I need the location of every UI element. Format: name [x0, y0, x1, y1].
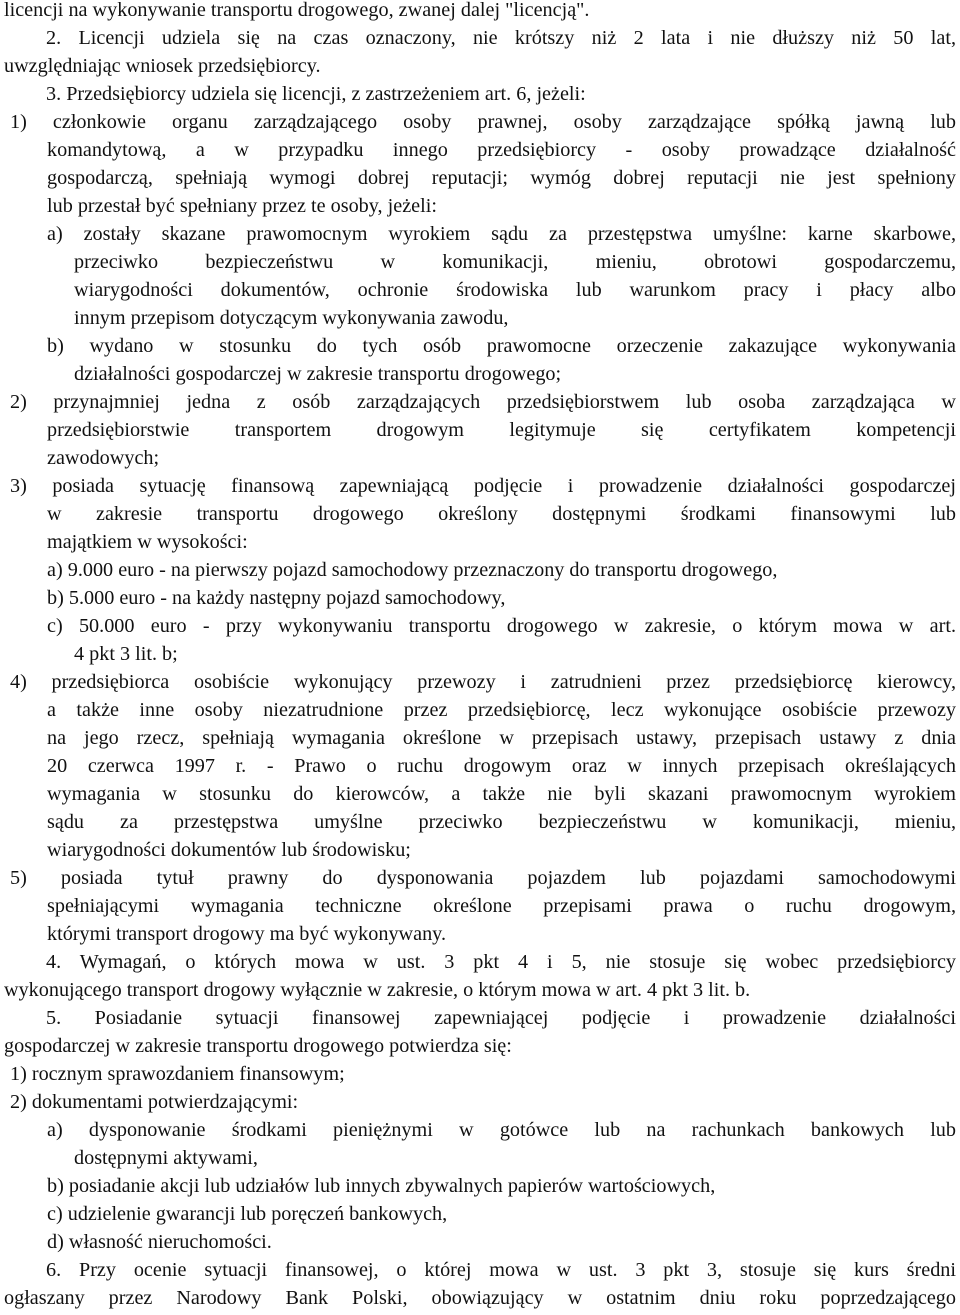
text-line: a także inne osoby niezatrudnione przez przedsiębiorcę, lecz wykonujące osobiście przewozy	[47, 699, 956, 721]
text-line: 1) rocznym sprawozdaniem finansowym;	[10, 1063, 345, 1085]
text-line: b) wydano w stosunku do tych osób prawomocne orzeczenie zakazujące wykonywania	[47, 335, 956, 357]
text-line: 2) przynajmniej jedna z osób zarządzających przedsiębiorstwem lub osoba zarządzająca w	[10, 391, 956, 413]
text-line: wymagania w stosunku do kierowców, a także nie byli skazani prawomocnym wyrokiem	[47, 783, 956, 805]
text-line: a) 9.000 euro - na pierwszy pojazd samochodowy przeznaczony do transportu drogowego,	[47, 559, 778, 581]
text-line: 2) dokumentami potwierdzającymi:	[10, 1091, 299, 1113]
text-line: komandytową, a w przypadku innego przedsiębiorcy - osoby prowadzące działalność	[47, 139, 956, 161]
text-line: 3. Przedsiębiorcy udziela się licencji, z zastrzeżeniem art. 6, jeżeli:	[46, 83, 586, 105]
text-line: 4. Wymagań, o których mowa w ust. 3 pkt 4 i 5, nie stosuje się wobec przedsiębiorcy	[46, 951, 956, 973]
text-line: 1) członkowie organu zarządzającego osoby prawnej, osoby zarządzające spółką jawną lub	[10, 111, 956, 133]
text-line: 4) przedsiębiorca osobiście wykonujący przewozy i zatrudnieni przez przedsiębiorcę kierowcy,	[10, 671, 956, 693]
text-line: majątkiem w wysokości:	[47, 531, 248, 553]
text-line: 20 czerwca 1997 r. - Prawo o ruchu drogowym oraz w innych przepisach określających	[47, 755, 956, 777]
text-line: uwzględniając wniosek przedsiębiorcy.	[4, 55, 321, 77]
text-line: b) 5.000 euro - na każdy następny pojazd samochodowy,	[47, 587, 506, 609]
text-line: działalności gospodarczej w zakresie transportu drogowego;	[74, 363, 562, 385]
text-line: a) dysponowanie środkami pieniężnymi w gotówce lub na rachunkach bankowych lub	[47, 1119, 956, 1141]
text-line: innym przepisom dotyczącym wykonywania zawodu,	[74, 307, 509, 329]
text-line: d) własność nieruchomości.	[47, 1231, 272, 1253]
text-line: dostępnymi aktywami,	[74, 1147, 258, 1169]
text-line: przeciwko bezpieczeństwu w komunikacji, mieniu, obrotowi gospodarczemu,	[74, 251, 956, 273]
text-line: gospodarczą, spełniają wymogi dobrej reputacji; wymóg dobrej reputacji nie jest spełniony	[47, 167, 956, 189]
text-line: b) posiadanie akcji lub udziałów lub innych zbywalnych papierów wartościowych,	[47, 1175, 716, 1197]
text-line: 6. Przy ocenie sytuacji finansowej, o której mowa w ust. 3 pkt 3, stosuje się kurs średni	[46, 1259, 956, 1281]
text-line: wykonującego transport drogowy wyłącznie w zakresie, o którym mowa w art. 4 pkt 3 lit. b.	[4, 979, 751, 1001]
text-line: wiarygodności dokumentów lub środowisku;	[47, 839, 411, 861]
text-line: przedsiębiorstwie transportem drogowym legitymuje się certyfikatem kompetencji	[47, 419, 956, 441]
text-line: na jego rzecz, spełniają wymagania określone w przepisach ustawy, przepisach ustawy z dnia	[47, 727, 956, 749]
text-line: c) 50.000 euro - przy wykonywaniu transportu drogowego w zakresie, o którym mowa w art.	[47, 615, 956, 637]
text-line: 5) posiada tytuł prawny do dysponowania pojazdem lub pojazdami samochodowymi	[10, 867, 956, 889]
text-line: zawodowych;	[47, 447, 160, 469]
text-line: wiarygodności dokumentów, ochronie środowiska lub warunkom pracy i płacy albo	[74, 279, 956, 301]
text-line: spełniającymi wymagania techniczne określone przepisami prawa o ruchu drogowym,	[47, 895, 956, 917]
text-line: c) udzielenie gwarancji lub poręczeń bankowych,	[47, 1203, 448, 1225]
text-line: licencji na wykonywanie transportu drogowego, zwanej dalej "licencją".	[4, 0, 590, 21]
text-line: 5. Posiadanie sytuacji finansowej zapewniającej podjęcie i prowadzenie działalności	[46, 1007, 956, 1029]
text-line: a) zostały skazane prawomocnym wyrokiem sądu za przestępstwa umyślne: karne skarbowe,	[47, 223, 956, 245]
text-line: lub przestał być spełniany przez te osoby, jeżeli:	[47, 195, 437, 217]
text-line: w zakresie transportu drogowego określony dostępnymi środkami finansowymi lub	[47, 503, 956, 525]
text-line: gospodarczej w zakresie transportu drogowego potwierdza się:	[4, 1035, 512, 1057]
text-line: którymi transport drogowy ma być wykonywany.	[47, 923, 447, 945]
text-line: 2. Licencji udziela się na czas oznaczony, nie krótszy niż 2 lata i nie dłuższy niż 50 lat,	[46, 27, 956, 49]
text-line: 3) posiada sytuację finansową zapewniającą podjęcie i prowadzenie działalności gospodarczej	[10, 475, 956, 497]
text-line: sądu za przestępstwa umyślne przeciwko bezpieczeństwu w komunikacji, mieniu,	[47, 811, 956, 833]
text-line: 4 pkt 3 lit. b;	[74, 643, 178, 665]
text-line: ogłaszany przez Narodowy Bank Polski, obowiązujący w ostatnim dniu roku poprzedzającego	[4, 1287, 956, 1309]
